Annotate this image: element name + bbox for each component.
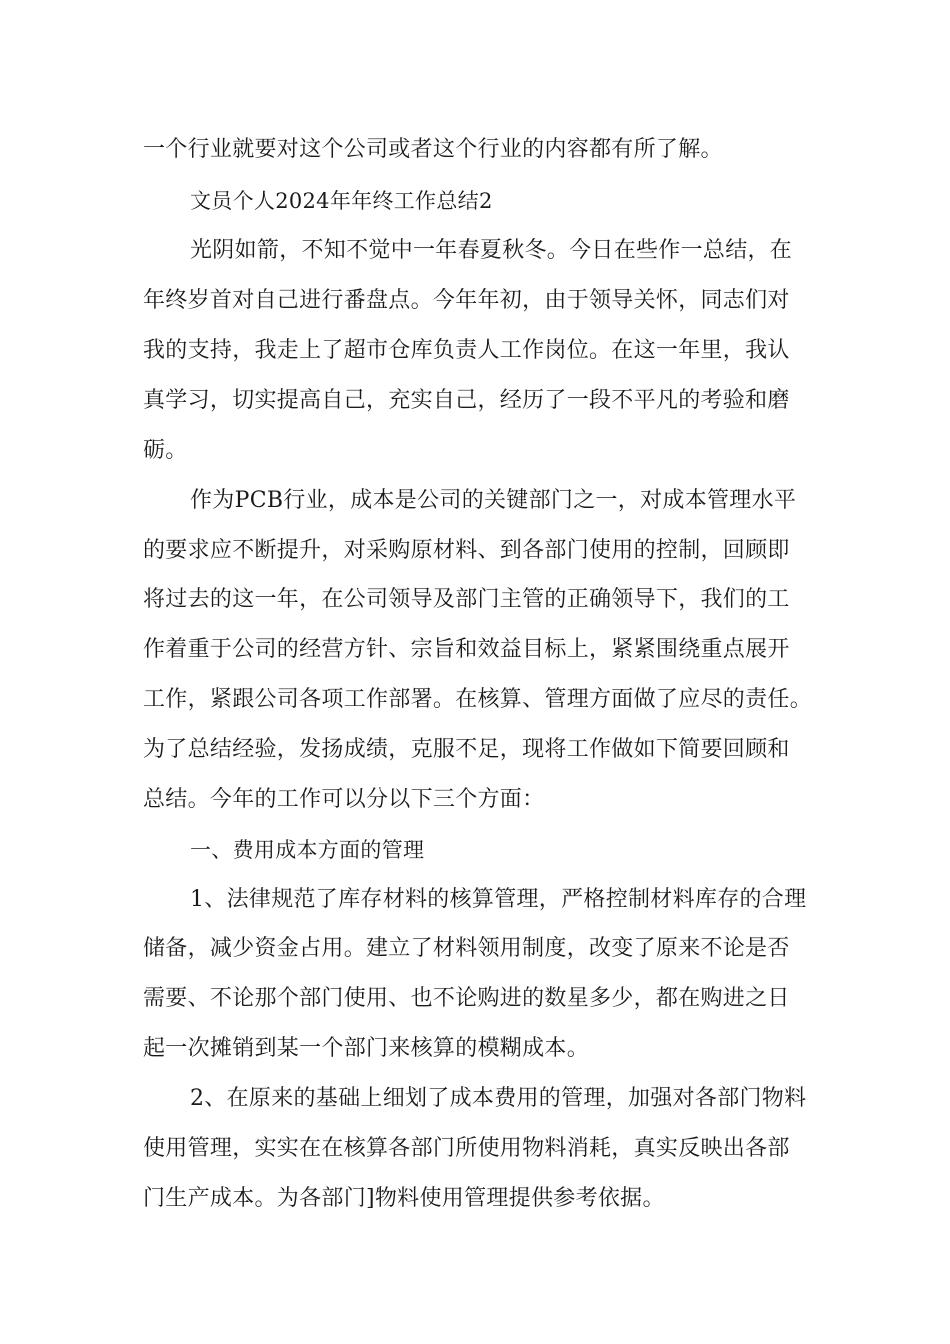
paragraph-line: 作着重于公司的经营方针、宗旨和效益目标上，紧紧围绕重点展开	[143, 637, 790, 662]
paragraph-line: 需要、不论那个部门使用、也不论购进的数星多少，都在购进之日	[143, 986, 790, 1011]
section-title: 文员个人2024年年终工作总结2	[190, 189, 493, 213]
paragraph-line: 光阴如箭，不知不觉中一年春夏秋冬。今日在些作一总结，在	[190, 238, 793, 263]
paragraph-line: 为了总结经验，发扬成绩，克服不足，现将工作做如下简要回顾和	[143, 737, 790, 762]
paragraph-line: 真学习，切实提高自己，充实自己，经历了一段不平凡的考验和磨	[143, 388, 790, 413]
paragraph-line: 门生产成本。为各部门]物料使用管理提供参考依据。	[143, 1186, 665, 1211]
paragraph-line: 1、法律规范了库存材料的核算管理，严格控制材料库存的合理	[190, 887, 807, 912]
paragraph-line: 储备，减少资金占用。建立了材料领用制度，改变了原来不论是否	[143, 936, 790, 961]
paragraph-line: 起一次摊销到某一个部门来核算的模糊成本。	[143, 1036, 590, 1061]
subheading: 一、费用成本方面的管理	[190, 838, 425, 862]
paragraph-line: 一个行业就要对这个公司或者这个行业的内容都有所了解。	[143, 137, 723, 162]
paragraph-line: 的要求应不断提升，对采购原材料、到各部门使用的控制，回顾即	[143, 538, 790, 563]
paragraph-line: 砺。	[143, 438, 188, 463]
paragraph-line: 年终岁首对自己进行番盘点。今年年初，由于领导关怀，同志们对	[143, 288, 790, 313]
paragraph-line: 我的支持，我走上了超市仓库负责人工作岗位。在这一年里，我认	[143, 338, 790, 363]
paragraph-line: 将过去的这一年，在公司领导及部门主管的正确领导下，我们的工	[143, 587, 790, 612]
paragraph-line: 工作，紧跟公司各项工作部署。在核算、管理方面做了应尽的责任。	[143, 687, 813, 712]
paragraph-line: 作为PCB行业，成本是公司的关键部门之一，对成本管理水平	[190, 488, 797, 513]
paragraph-line: 使用管理，实实在在核算各部门所使用物料消耗，真实反映出各部	[143, 1136, 790, 1161]
paragraph-line: 2、在原来的基础上细划了成本费用的管理，加强对各部门物料	[190, 1086, 807, 1111]
paragraph-line: 总结。今年的工作可以分以下三个方面：	[143, 787, 545, 812]
